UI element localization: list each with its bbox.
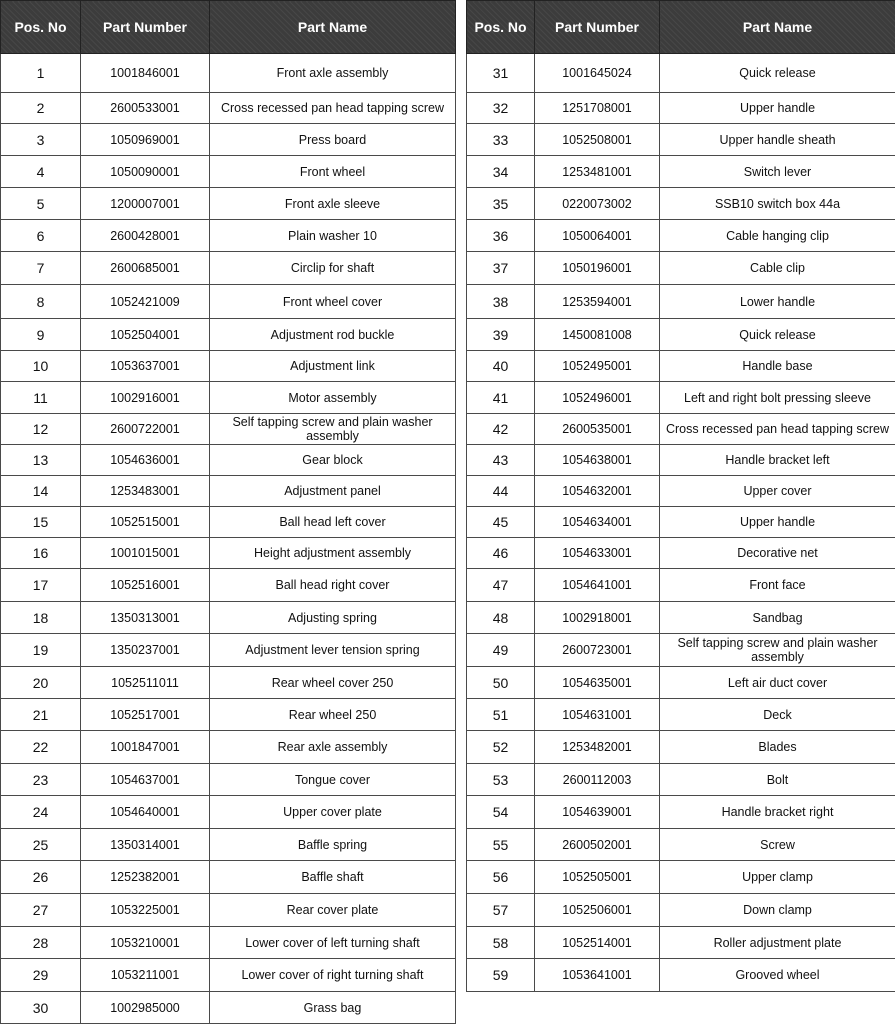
table-row xyxy=(1,796,456,829)
table-row xyxy=(1,252,456,285)
table-row xyxy=(467,124,895,156)
table-row xyxy=(467,764,895,796)
table-row xyxy=(1,992,456,1024)
pos-cell: 45 xyxy=(467,507,535,538)
part-name-cell: Down clamp xyxy=(660,894,895,927)
header-part-number: Part Number xyxy=(535,1,660,54)
table-row xyxy=(467,796,895,829)
pos-cell: 56 xyxy=(467,861,535,894)
parts-table-right-body xyxy=(467,54,895,992)
part-name-cell: Front axle assembly xyxy=(210,54,456,93)
pos-cell: 30 xyxy=(1,992,81,1024)
part-name-cell: Cable hanging clip xyxy=(660,220,895,252)
header-part-name: Part Name xyxy=(660,1,895,54)
part-number-cell: 2600502001 xyxy=(535,829,660,861)
table-row xyxy=(467,93,895,124)
part-number-cell: 1052511011 xyxy=(81,667,210,699)
part-number-cell: 1053637001 xyxy=(81,351,210,382)
part-number-cell: 1253594001 xyxy=(535,285,660,319)
part-number-cell: 1052514001 xyxy=(535,927,660,959)
part-name-cell: Rear cover plate xyxy=(210,894,456,927)
part-name-cell: Upper handle xyxy=(660,93,895,124)
part-number-cell: 1450081008 xyxy=(535,319,660,351)
table-row xyxy=(1,959,456,992)
part-name-cell: Gear block xyxy=(210,445,456,476)
table-row xyxy=(1,124,456,156)
pos-cell: 16 xyxy=(1,538,81,569)
pos-cell: 42 xyxy=(467,414,535,445)
part-name-cell: Handle bracket left xyxy=(660,445,895,476)
part-number-cell: 1002985000 xyxy=(81,992,210,1024)
pos-cell: 57 xyxy=(467,894,535,927)
table-row xyxy=(467,634,895,667)
part-name-cell: Front wheel cover xyxy=(210,285,456,319)
pos-cell: 20 xyxy=(1,667,81,699)
pos-cell: 47 xyxy=(467,569,535,602)
table-row xyxy=(1,927,456,959)
header-row xyxy=(467,1,895,54)
pos-cell: 50 xyxy=(467,667,535,699)
part-name-cell: Left air duct cover xyxy=(660,667,895,699)
pos-cell: 52 xyxy=(467,731,535,764)
pos-cell: 25 xyxy=(1,829,81,861)
part-name-cell: Cross recessed pan head tapping screw xyxy=(210,93,456,124)
part-number-cell: 2600723001 xyxy=(535,634,660,667)
part-number-cell: 1054640001 xyxy=(81,796,210,829)
part-name-cell: Upper cover xyxy=(660,476,895,507)
table-row xyxy=(467,188,895,220)
pos-cell: 54 xyxy=(467,796,535,829)
part-number-cell: 1001015001 xyxy=(81,538,210,569)
part-name-cell: Front wheel xyxy=(210,156,456,188)
pos-cell: 51 xyxy=(467,699,535,731)
part-name-cell: Baffle spring xyxy=(210,829,456,861)
part-number-cell: 2600533001 xyxy=(81,93,210,124)
part-name-cell: Self tapping screw and plain washer assembly xyxy=(210,414,456,445)
part-name-cell: Grass bag xyxy=(210,992,456,1024)
table-row xyxy=(467,538,895,569)
part-name-cell: Upper clamp xyxy=(660,861,895,894)
part-name-cell: Tongue cover xyxy=(210,764,456,796)
table-row xyxy=(1,220,456,252)
part-number-cell: 1050969001 xyxy=(81,124,210,156)
table-row xyxy=(467,829,895,861)
part-name-cell: Quick release xyxy=(660,319,895,351)
part-number-cell: 1054632001 xyxy=(535,476,660,507)
part-number-cell: 1052506001 xyxy=(535,894,660,927)
pos-cell: 1 xyxy=(1,54,81,93)
table-row xyxy=(1,188,456,220)
table-row xyxy=(467,699,895,731)
pos-cell: 34 xyxy=(467,156,535,188)
part-number-cell: 1350314001 xyxy=(81,829,210,861)
table-row xyxy=(1,731,456,764)
part-number-cell: 1052517001 xyxy=(81,699,210,731)
table-row xyxy=(1,319,456,351)
table-row xyxy=(1,699,456,731)
part-number-cell: 2600535001 xyxy=(535,414,660,445)
part-name-cell: Cable clip xyxy=(660,252,895,285)
pos-cell: 48 xyxy=(467,602,535,634)
part-name-cell: Bolt xyxy=(660,764,895,796)
part-number-cell: 2600428001 xyxy=(81,220,210,252)
table-row xyxy=(467,220,895,252)
part-name-cell: Height adjustment assembly xyxy=(210,538,456,569)
part-number-cell: 1054633001 xyxy=(535,538,660,569)
table-row xyxy=(1,764,456,796)
part-name-cell: Circlip for shaft xyxy=(210,252,456,285)
pos-cell: 36 xyxy=(467,220,535,252)
table-row xyxy=(467,569,895,602)
part-name-cell: Rear wheel 250 xyxy=(210,699,456,731)
part-name-cell: Ball head left cover xyxy=(210,507,456,538)
table-row xyxy=(467,731,895,764)
table-row xyxy=(467,927,895,959)
part-name-cell: Plain washer 10 xyxy=(210,220,456,252)
pos-cell: 23 xyxy=(1,764,81,796)
pos-cell: 9 xyxy=(1,319,81,351)
part-name-cell: Upper handle sheath xyxy=(660,124,895,156)
pos-cell: 21 xyxy=(1,699,81,731)
pos-cell: 40 xyxy=(467,351,535,382)
part-name-cell: Rear axle assembly xyxy=(210,731,456,764)
part-number-cell: 1054636001 xyxy=(81,445,210,476)
part-number-cell: 1252382001 xyxy=(81,861,210,894)
part-number-cell: 1053211001 xyxy=(81,959,210,992)
header-pos-no: Pos. No xyxy=(467,1,535,54)
table-row xyxy=(1,569,456,602)
part-number-cell: 1052504001 xyxy=(81,319,210,351)
part-number-cell: 0220073002 xyxy=(535,188,660,220)
header-part-number: Part Number xyxy=(81,1,210,54)
pos-cell: 18 xyxy=(1,602,81,634)
pos-cell: 27 xyxy=(1,894,81,927)
part-name-cell: Adjustment panel xyxy=(210,476,456,507)
pos-cell: 49 xyxy=(467,634,535,667)
pos-cell: 22 xyxy=(1,731,81,764)
part-name-cell: SSB10 switch box 44a xyxy=(660,188,895,220)
part-number-cell: 1050090001 xyxy=(81,156,210,188)
table-row xyxy=(1,476,456,507)
table-row xyxy=(467,476,895,507)
table-row xyxy=(467,602,895,634)
table-row xyxy=(1,634,456,667)
pos-cell: 53 xyxy=(467,764,535,796)
table-row xyxy=(467,445,895,476)
pos-cell: 31 xyxy=(467,54,535,93)
pos-cell: 32 xyxy=(467,93,535,124)
part-name-cell: Adjustment rod buckle xyxy=(210,319,456,351)
part-number-cell: 1054637001 xyxy=(81,764,210,796)
part-number-cell: 1002918001 xyxy=(535,602,660,634)
table-row xyxy=(1,285,456,319)
table-row xyxy=(1,414,456,445)
part-number-cell: 1052516001 xyxy=(81,569,210,602)
part-number-cell: 1253482001 xyxy=(535,731,660,764)
table-row xyxy=(1,829,456,861)
pos-cell: 59 xyxy=(467,959,535,992)
part-name-cell: Self tapping screw and plain washer assembly xyxy=(660,634,895,667)
pos-cell: 35 xyxy=(467,188,535,220)
part-number-cell: 1053641001 xyxy=(535,959,660,992)
pos-cell: 13 xyxy=(1,445,81,476)
part-name-cell: Baffle shaft xyxy=(210,861,456,894)
part-name-cell: Front axle sleeve xyxy=(210,188,456,220)
table-row xyxy=(467,54,895,93)
part-number-cell: 1002916001 xyxy=(81,382,210,414)
part-number-cell: 1001846001 xyxy=(81,54,210,93)
part-number-cell: 1054638001 xyxy=(535,445,660,476)
part-name-cell: Roller adjustment plate xyxy=(660,927,895,959)
part-name-cell: Handle bracket right xyxy=(660,796,895,829)
part-number-cell: 1001847001 xyxy=(81,731,210,764)
part-name-cell: Motor assembly xyxy=(210,382,456,414)
part-name-cell: Adjustment link xyxy=(210,351,456,382)
table-row xyxy=(1,445,456,476)
table-row xyxy=(467,861,895,894)
part-number-cell: 1251708001 xyxy=(535,93,660,124)
part-name-cell: Blades xyxy=(660,731,895,764)
part-number-cell: 1350237001 xyxy=(81,634,210,667)
table-row xyxy=(1,538,456,569)
pos-cell: 19 xyxy=(1,634,81,667)
pos-cell: 5 xyxy=(1,188,81,220)
table-row xyxy=(1,667,456,699)
part-number-cell: 1253481001 xyxy=(535,156,660,188)
part-name-cell: Press board xyxy=(210,124,456,156)
pos-cell: 15 xyxy=(1,507,81,538)
part-number-cell: 2600685001 xyxy=(81,252,210,285)
pos-cell: 39 xyxy=(467,319,535,351)
pos-cell: 26 xyxy=(1,861,81,894)
table-row xyxy=(467,507,895,538)
part-number-cell: 1053210001 xyxy=(81,927,210,959)
pos-cell: 14 xyxy=(1,476,81,507)
pos-cell: 46 xyxy=(467,538,535,569)
part-number-cell: 1052505001 xyxy=(535,861,660,894)
table-row xyxy=(467,252,895,285)
pos-cell: 33 xyxy=(467,124,535,156)
table-row xyxy=(1,507,456,538)
part-number-cell: 1253483001 xyxy=(81,476,210,507)
table-row xyxy=(1,93,456,124)
pos-cell: 43 xyxy=(467,445,535,476)
pos-cell: 12 xyxy=(1,414,81,445)
table-row xyxy=(1,351,456,382)
pos-cell: 4 xyxy=(1,156,81,188)
part-number-cell: 1054641001 xyxy=(535,569,660,602)
part-number-cell: 1053225001 xyxy=(81,894,210,927)
table-row xyxy=(467,319,895,351)
pos-cell: 7 xyxy=(1,252,81,285)
table-row xyxy=(467,667,895,699)
part-number-cell: 1052495001 xyxy=(535,351,660,382)
pos-cell: 38 xyxy=(467,285,535,319)
table-row xyxy=(1,382,456,414)
part-name-cell: Deck xyxy=(660,699,895,731)
pos-cell: 44 xyxy=(467,476,535,507)
part-number-cell: 1054634001 xyxy=(535,507,660,538)
part-number-cell: 1052515001 xyxy=(81,507,210,538)
part-number-cell: 1350313001 xyxy=(81,602,210,634)
pos-cell: 8 xyxy=(1,285,81,319)
parts-table-right xyxy=(466,0,895,992)
pos-cell: 55 xyxy=(467,829,535,861)
pos-cell: 58 xyxy=(467,927,535,959)
part-number-cell: 1052421009 xyxy=(81,285,210,319)
pos-cell: 17 xyxy=(1,569,81,602)
header-row xyxy=(1,1,456,54)
part-name-cell: Switch lever xyxy=(660,156,895,188)
part-number-cell: 1054635001 xyxy=(535,667,660,699)
table-row xyxy=(1,156,456,188)
table-row xyxy=(467,351,895,382)
table-row xyxy=(467,414,895,445)
table-row xyxy=(467,285,895,319)
part-number-cell: 1001645024 xyxy=(535,54,660,93)
table-row xyxy=(1,861,456,894)
part-name-cell: Adjusting spring xyxy=(210,602,456,634)
part-name-cell: Cross recessed pan head tapping screw xyxy=(660,414,895,445)
part-number-cell: 1200007001 xyxy=(81,188,210,220)
part-number-cell: 2600112003 xyxy=(535,764,660,796)
part-name-cell: Front face xyxy=(660,569,895,602)
part-name-cell: Upper handle xyxy=(660,507,895,538)
table-row xyxy=(1,54,456,93)
table-row xyxy=(467,156,895,188)
parts-table-left-body xyxy=(1,54,456,1024)
header-part-name: Part Name xyxy=(210,1,456,54)
table-row xyxy=(467,382,895,414)
table-row xyxy=(467,959,895,992)
pos-cell: 2 xyxy=(1,93,81,124)
part-name-cell: Rear wheel cover 250 xyxy=(210,667,456,699)
header-pos-no: Pos. No xyxy=(1,1,81,54)
pos-cell: 29 xyxy=(1,959,81,992)
pos-cell: 6 xyxy=(1,220,81,252)
part-number-cell: 1054639001 xyxy=(535,796,660,829)
part-name-cell: Decorative net xyxy=(660,538,895,569)
pos-cell: 24 xyxy=(1,796,81,829)
part-name-cell: Sandbag xyxy=(660,602,895,634)
part-name-cell: Upper cover plate xyxy=(210,796,456,829)
part-name-cell: Lower cover of left turning shaft xyxy=(210,927,456,959)
part-name-cell: Grooved wheel xyxy=(660,959,895,992)
part-name-cell: Left and right bolt pressing sleeve xyxy=(660,382,895,414)
table-row xyxy=(1,894,456,927)
pos-cell: 10 xyxy=(1,351,81,382)
part-number-cell: 1054631001 xyxy=(535,699,660,731)
part-number-cell: 1052496001 xyxy=(535,382,660,414)
table-row xyxy=(467,894,895,927)
part-number-cell: 1050196001 xyxy=(535,252,660,285)
table-row xyxy=(1,602,456,634)
part-name-cell: Ball head right cover xyxy=(210,569,456,602)
part-number-cell: 2600722001 xyxy=(81,414,210,445)
part-name-cell: Quick release xyxy=(660,54,895,93)
pos-cell: 37 xyxy=(467,252,535,285)
part-number-cell: 1050064001 xyxy=(535,220,660,252)
part-number-cell: 1052508001 xyxy=(535,124,660,156)
part-name-cell: Screw xyxy=(660,829,895,861)
part-name-cell: Adjustment lever tension spring xyxy=(210,634,456,667)
part-name-cell: Handle base xyxy=(660,351,895,382)
pos-cell: 3 xyxy=(1,124,81,156)
part-name-cell: Lower cover of right turning shaft xyxy=(210,959,456,992)
pos-cell: 11 xyxy=(1,382,81,414)
part-name-cell: Lower handle xyxy=(660,285,895,319)
pos-cell: 41 xyxy=(467,382,535,414)
pos-cell: 28 xyxy=(1,927,81,959)
